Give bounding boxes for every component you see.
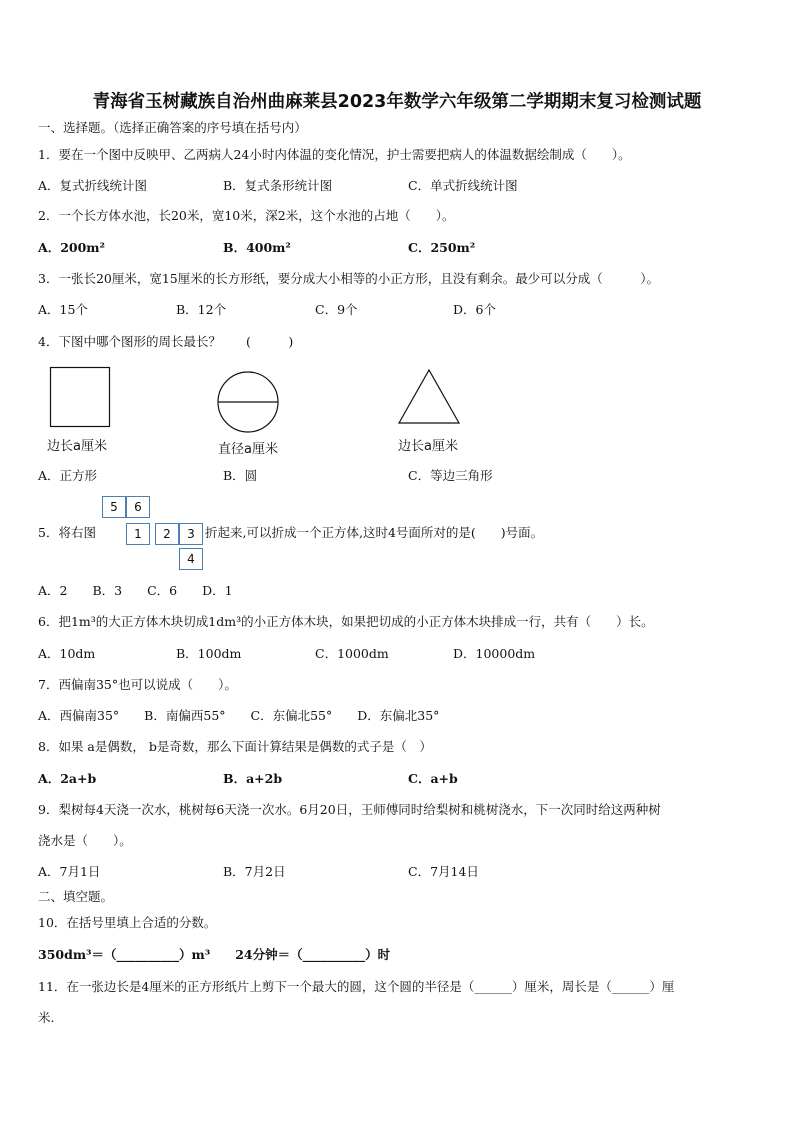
- question-2-option-c: C．250m²: [408, 240, 476, 255]
- question-6-option-c: C．1000dm: [315, 646, 389, 661]
- question-9-option-a: A．7月1日: [38, 864, 101, 879]
- question-9-stem-line2: 浇水是（ ）。: [38, 833, 132, 848]
- question-3-option-c: C．9个: [315, 302, 358, 317]
- question-6-option-d: D．10000dm: [453, 646, 536, 661]
- question-5-lead: 5．将右图: [38, 525, 96, 540]
- question-7-stem: 7．西偏南35°也可以说成（ ）。: [38, 677, 237, 692]
- question-5-options: A．2 B．3 C．6 D．1: [38, 583, 233, 598]
- question-2-option-a: A．200m²: [38, 240, 105, 255]
- triangle-caption: 边长a厘米: [398, 439, 458, 454]
- question-3-stem: 3．一张长20厘米，宽15厘米的长方形纸，要分成大小相等的小正方形，且没有剩余。最少可以分成（ ）。: [38, 271, 660, 286]
- triangle-figure: [393, 366, 465, 428]
- net-face-2: 2: [155, 523, 179, 545]
- question-3-option-d: D．6个: [453, 302, 496, 317]
- question-11-stem-line2: 米.: [38, 1010, 55, 1025]
- question-1-stem: 1．要在一个图中反映甲、乙两病人24小时内体温的变化情况，护士需要把病人的体温数据绘制成（ ）。: [38, 147, 631, 162]
- section-heading-fill: 二、填空题。: [38, 889, 114, 904]
- question-7-options: A．西偏南35° B．南偏西55° C．东偏北55° D．东偏北35°: [38, 708, 440, 723]
- question-4-stem: 4．下图中哪个图形的周长最长？ ( ): [38, 334, 294, 349]
- question-10-blanks: 350dm³＝（__________）m³ 24分钟＝（__________）时: [38, 947, 391, 962]
- question-8-option-c: C．a+b: [408, 771, 458, 786]
- question-3-option-a: A．15个: [38, 302, 88, 317]
- page-title: 青海省玉树藏族自治州曲麻莱县2023年数学六年级第二学期期末复习检测试题: [92, 92, 702, 112]
- question-3-option-b: B．12个: [176, 302, 227, 317]
- square-caption: 边长a厘米: [47, 439, 107, 454]
- question-9-stem-line1: 9．梨树每4天浇一次水，桃树每6天浇一次水。6月20日，王师傅同时给梨树和桃树浇水，下一次同时给这两种树: [38, 802, 661, 817]
- question-9-option-c: C．7月14日: [408, 864, 479, 879]
- question-1-option-c: C．单式折线统计图: [408, 178, 518, 193]
- question-2-stem: 2．一个长方体水池，长20米，宽10米，深2米，这个水池的占地（ ）。: [38, 208, 455, 223]
- question-8-option-a: A．2a+b: [38, 771, 97, 786]
- question-4-option-b: B．圆: [223, 468, 258, 483]
- question-1-option-a: A．复式折线统计图: [38, 178, 148, 193]
- question-4-option-c: C．等边三角形: [408, 468, 493, 483]
- question-5-tail: 折起来,可以折成一个正方体,这时4号面所对的是( )号面。: [205, 525, 544, 540]
- net-face-6: 6: [126, 496, 150, 518]
- net-face-1: 1: [126, 523, 150, 545]
- circle-caption: 直径a厘米: [218, 442, 278, 457]
- section-heading-choice: 一、选择题。（选择正确答案的序号填在括号内）: [38, 120, 307, 135]
- question-6-stem: 6．把1m³的大正方体木块切成1dm³的小正方体木块，如果把切成的小正方体木块排成一行，共有（ ）长。: [38, 614, 654, 629]
- cube-net: [102, 496, 206, 572]
- net-face-3: 3: [179, 523, 203, 545]
- question-11-stem-line1: 11．在一张边长是4厘米的正方形纸片上剪下一个最大的圆，这个圆的半径是（______）厘米，周长是（______）厘: [38, 979, 675, 994]
- square-figure: [44, 363, 124, 435]
- net-face-4: 4: [179, 548, 203, 570]
- net-face-5: 5: [102, 496, 126, 518]
- question-6-option-a: A．10dm: [38, 646, 96, 661]
- question-8-stem: 8．如果 a是偶数， b是奇数，那么下面计算结果是偶数的式子是（ ）: [38, 739, 432, 754]
- question-6-option-b: B．100dm: [176, 646, 242, 661]
- question-9-option-b: B．7月2日: [223, 864, 286, 879]
- question-4-option-a: A．正方形: [38, 468, 98, 483]
- question-10-stem: 10．在括号里填上合适的分数。: [38, 915, 217, 930]
- question-1-option-b: B．复式条形统计图: [223, 178, 333, 193]
- circle-figure: [213, 367, 285, 439]
- question-8-option-b: B．a+2b: [223, 771, 283, 786]
- question-2-option-b: B．400m²: [223, 240, 291, 255]
